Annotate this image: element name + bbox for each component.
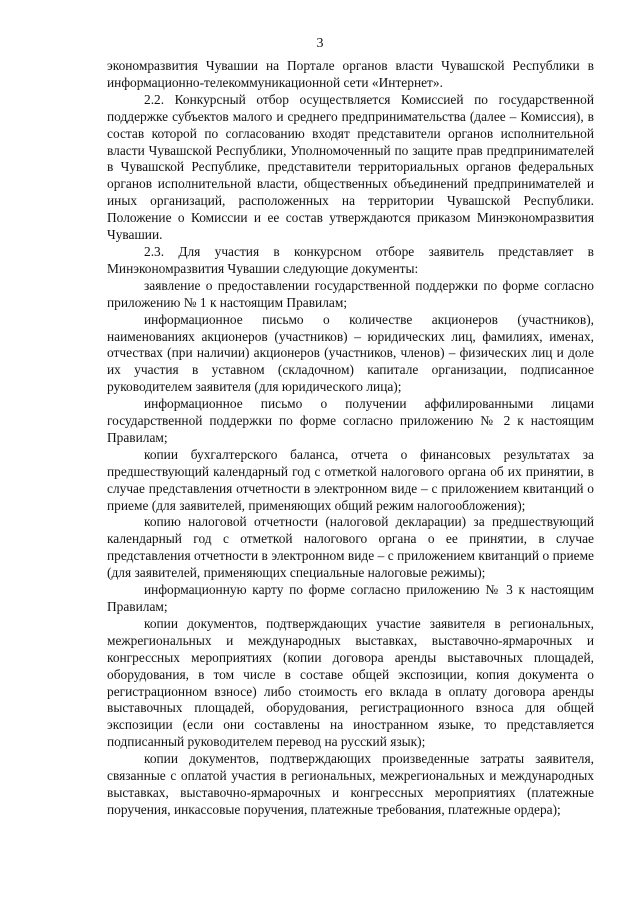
paragraph: информационное письмо о получении аффилированными лицами государственной поддержки по форме согласно приложению № 2 к настоящим Правилам;	[107, 396, 594, 445]
paragraph: информационное письмо о количестве акционеров (участников), наименованиях акционеров (участников) – юридических лиц, фамилиях, именах, отчествах (при наличии) акционеров (участников, членов) – физических лиц и доле их участия в уставном (складочном) капитале организации, подписанное руководителем заявителя (для юридического лица);	[107, 311, 594, 395]
paragraph: 2.3. Для участия в конкурсном отборе заявитель представляет в Минэкономразвития Чувашии следующие документы:	[107, 243, 594, 276]
paragraph: копии документов, подтверждающих произведенные затраты заявителя, связанные с оплатой участия в региональных, межрегиональных и международных выставках, выставочно-ярмарочных и конгрессных мероприятиях (платежные поручения, инкассовые поручения, платежные требования, платежные ордера);	[107, 751, 594, 817]
page-number: 3	[316, 36, 324, 51]
paragraph: заявление о предоставлении государственной поддержки по форме согласно приложению № 1 к настоящим Правилам;	[107, 277, 594, 310]
paragraph: копию налоговой отчетности (налоговой декларации) за предшествующий календарный год с отметкой налогового органа о ее принятии, в случае представления отчетности в электронном виде – с приложением квитанций о приеме (для заявителей, применяющих специальные налоговые режимы);	[107, 514, 594, 581]
paragraph: 2.2. Конкурсный отбор осуществляется Комиссией по государственной поддержке субъектов малого и среднего предпринимательства (далее – Комиссия), в состав которой по согласованию входят представители органов исполнительной власти Чувашской Республики, Уполномоченный по защите прав предпринимателей в Чувашской Республике, представители территориальных органов федеральных органов исполнительной власти, общественных объединений предпринимателей и иных организаций, расположенных на территории Чувашской Республики. Положение о Комиссии и ее состав утверждаются приказом Минэкономразвития Чувашии.	[107, 91, 594, 243]
paragraph: информационную карту по форме согласно приложению № 3 к настоящим Правилам;	[107, 582, 594, 614]
document-body	[107, 58, 594, 819]
paragraph: копии бухгалтерского баланса, отчета о финансовых результатах за предшествующий календарный год с отметкой налогового органа об их принятии, в случае представления отчетности в электронном виде – с приложением квитанций о приеме (для заявителей, применяющих общий режим налогообложения);	[107, 446, 594, 513]
paragraph: копии документов, подтверждающих участие заявителя в региональных, межрегиональных и международных выставках, выставочно-ярмарочных и конгрессных мероприятиях (копии договора аренды выставочных площадей, оборудования, в том числе в составе общей экспозиции, копия документа о регистрационном взносе) либо стоимость его вклада в оплату договора аренды выставочных площадей, оборудования, регистрационного взноса для общей экспозиции (если они составлены на иностранном языке, то представляется подписанный руководителем перевод на русский язык);	[107, 615, 594, 750]
paragraph: экономразвития Чувашии на Портале органов власти Чувашской Республики в информационно-телекоммуникационной сети «Интернет».	[107, 58, 594, 90]
